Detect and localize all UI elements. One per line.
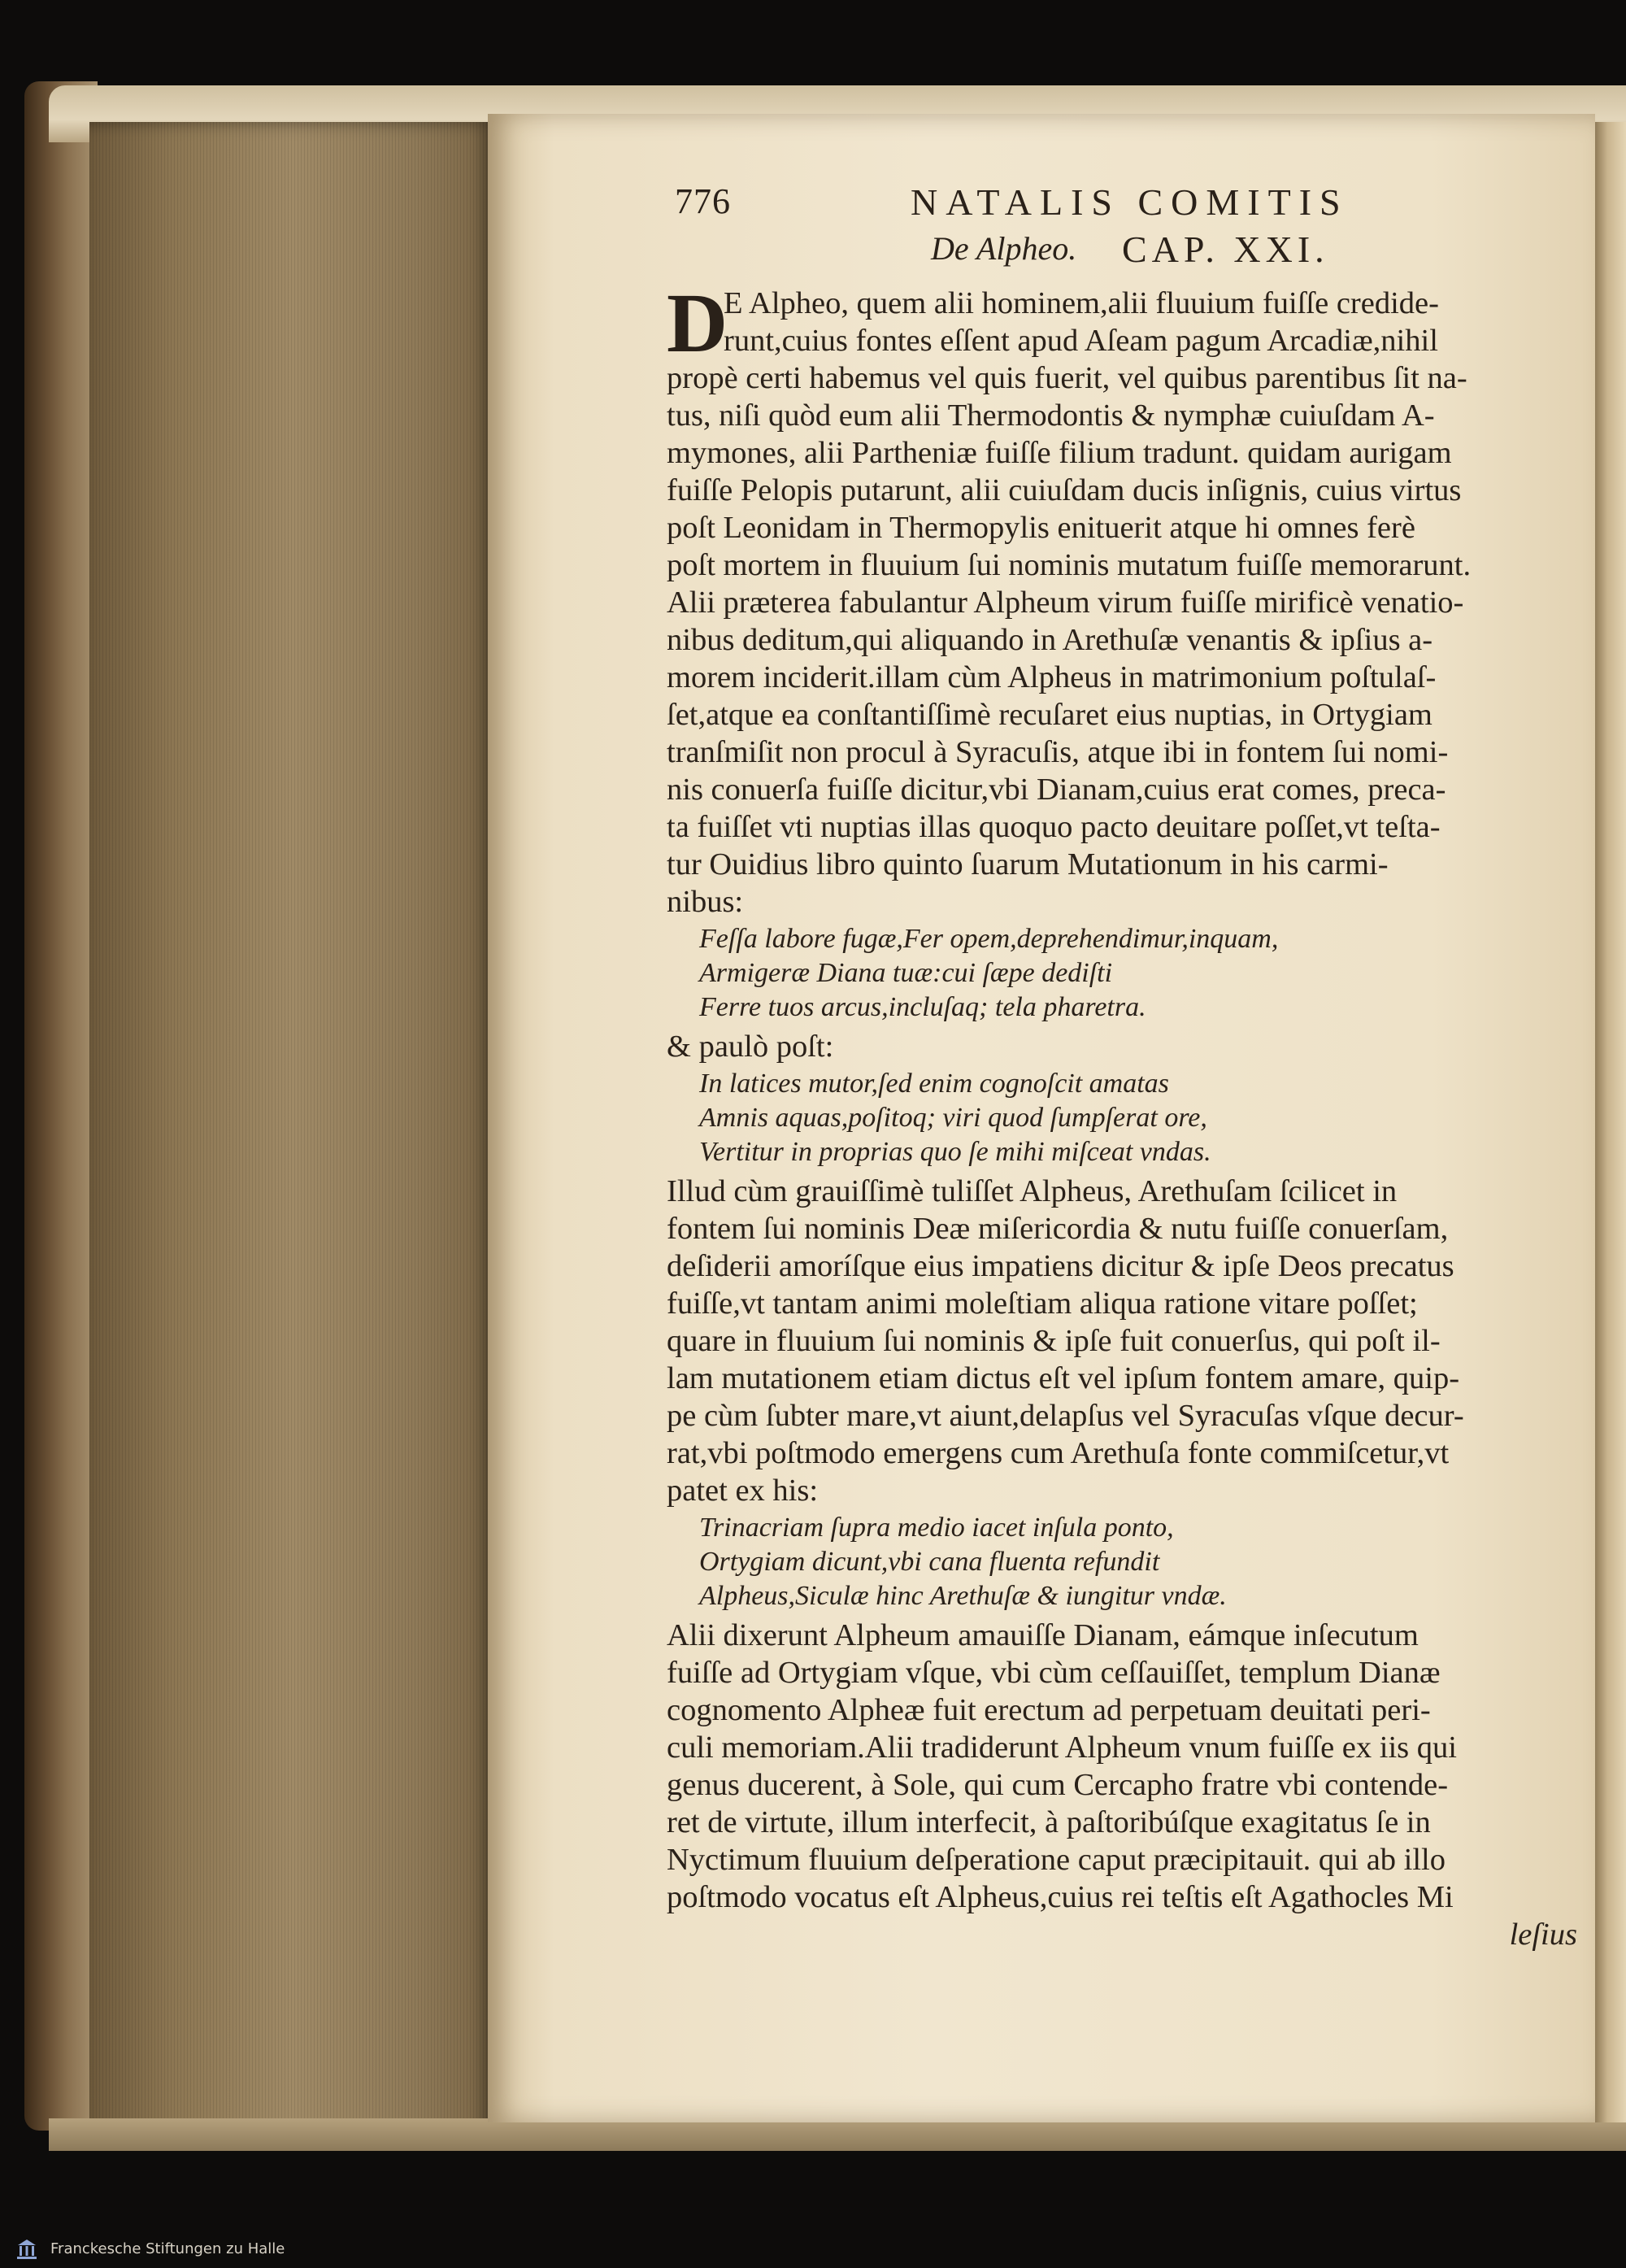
text-line: poſtmodo vocatus eſt Alpheus,cuius rei teſtis eſt Agathocles Mi (667, 1880, 1454, 1914)
text-line: E Alpheo, quem alii hominem,alii fluuium fuiſſe credide- (724, 286, 1439, 320)
text-line: Illud cùm grauiſſimè tuliſſet Alpheus, Arethuſam ſcilicet in (667, 1174, 1398, 1208)
text-line: ta fuiſſet vti nuptias illas quoquo pacto deuitare poſſet,vt teſta- (667, 810, 1441, 844)
drop-cap: D (667, 276, 728, 370)
verse-line: Ferre tuos arcus,incluſaq; tela pharetra. (699, 992, 1146, 1022)
text-line: tus, niſi quòd eum alii Thermodontis & nymphæ cuiuſdam A- (667, 398, 1435, 433)
text-line: rat,vbi poſtmodo emergens cum Arethuſa fonte commiſcetur,vt (667, 1436, 1450, 1470)
text-line: genus ducerent, à Sole, qui cum Cercapho fratre vbi contende- (667, 1768, 1449, 1802)
next-page-edge (1595, 122, 1626, 2122)
text-line: propè certi habemus vel quis fuerit, vel quibus parentibus ſit na- (667, 361, 1467, 395)
text-line: pe cùm ſubter mare,vt aiunt,delapſus vel Syracuſas vſque decur- (667, 1399, 1464, 1433)
running-head (667, 171, 1577, 228)
verse-quote-2 (667, 1067, 1577, 1169)
paragraph-1 (667, 276, 1577, 921)
verse-line: Trinacriam ſupra medio iacet inſula ponto, (699, 1513, 1174, 1543)
text-line: lam mutationem etiam dictus eſt vel ipſum fontem amare, quip- (667, 1361, 1460, 1395)
text-line: culi memoriam.Alii tradiderunt Alpheum vnum fuiſſe ex iis qui (667, 1730, 1457, 1765)
verse-line: Alpheus,Siculæ hinc Arethuſæ & iungitur vndæ. (699, 1581, 1227, 1611)
text-line: nibus: (667, 885, 744, 919)
text-line: fuiſſe ad Ortygiam vſque, vbi cùm ceſſauiſſet, templum Dianæ (667, 1656, 1441, 1690)
text-line: mymones, alii Partheniæ fuiſſe filium tradunt. quidam aurigam (667, 436, 1452, 470)
verse-line: Armigeræ Diana tuæ:cui ſæpe dediſti (699, 958, 1113, 988)
institution-logo-icon (13, 2237, 41, 2263)
verse-quote-3 (667, 1511, 1577, 1613)
paragraph-3 (667, 1617, 1577, 1916)
text-line: runt,cuius fontes eſſent apud Aſeam pagum Arcadiæ,nihil (724, 324, 1438, 358)
chapter-number: CAP. XXI. (1122, 229, 1329, 270)
text-line: Alii præterea fabulantur Alpheum virum fuiſſe mirificè venatio- (667, 586, 1464, 620)
text-line: poſt mortem in fluuium ſui nominis mutatum fuiſſe memorarunt. (667, 548, 1472, 582)
text-line: quare in fluuium ſui nominis & ipſe fuit conuerſus, qui poſt il- (667, 1324, 1441, 1358)
text-line: poſt Leonidam in Thermopylis enituerit atque hi omnes ferè (667, 511, 1415, 545)
text-line: morem inciderit.illam cùm Alpheus in matrimonium poſtulaſ- (667, 660, 1437, 694)
chapter-subject: De Alpheo. (931, 230, 1077, 267)
running-title: NATALIS COMITIS (911, 181, 1349, 223)
text-line: nibus deditum,qui aliquando in Arethuſæ venantis & ipſius a- (667, 623, 1433, 657)
text-line: patet ex his: (667, 1474, 819, 1508)
book-bottom-edge (49, 2118, 1626, 2151)
text-line: deſiderii amoríſque eius impatiens dicitur & ipſe Deos precatus (667, 1249, 1454, 1283)
text-line: ſet,atque ea conſtantiſſimè recuſaret eius nuptias, in Ortygiam (667, 698, 1433, 732)
text-line: nis conuerſa fuiſſe dicitur,vbi Dianam,cuius erat comes, preca- (667, 773, 1446, 807)
transition-text: & paulò poſt: (667, 1030, 834, 1064)
footer-bar (0, 2232, 1626, 2268)
page-number: 776 (675, 181, 731, 221)
chapter-heading (667, 228, 1577, 285)
page-text-block (667, 171, 1577, 2106)
institution-name: Franckesche Stiftungen zu Halle (50, 2240, 285, 2257)
verse-line: In latices mutor,ſed enim cognoſcit amatas (699, 1069, 1169, 1099)
text-line: tranſmiſit non procul à Syracuſis, atque ibi in fontem ſui nomi- (667, 735, 1449, 769)
text-line: fuiſſe Pelopis putarunt, alii cuiuſdam ducis inſignis, cuius virtus (667, 473, 1462, 507)
transition-line (667, 1028, 1577, 1065)
text-line: Alii dixerunt Alpheum amauiſſe Dianam, eámque inſecutum (667, 1618, 1419, 1652)
verse-line: Amnis aquas,poſitoq; viri quod ſumpſerat ore, (699, 1103, 1207, 1133)
verse-line: Ortygiam dicunt,vbi cana fluenta refundit (699, 1547, 1160, 1577)
text-line: Nyctimum fluuium deſperatione caput præcipitauit. qui ab illo (667, 1843, 1446, 1877)
text-line: cognomento Alpheæ fuit erectum ad perpetuam deuitati peri- (667, 1693, 1431, 1727)
page-stack-edge (89, 122, 496, 2139)
paragraph-2 (667, 1173, 1577, 1509)
catchword: leſius (1509, 1918, 1577, 1952)
verse-line: Feſſa labore fugæ,Fer opem,deprehendimur,inquam, (699, 924, 1279, 954)
paragraph-1-text (667, 276, 1577, 921)
book-binding (24, 81, 98, 2131)
text-line: fuiſſe,vt tantam animi moleſtiam aliqua ratione vitare poſſet; (667, 1286, 1418, 1321)
text-line: fontem ſui nominis Deæ miſericordia & nutu fuiſſe conuerſam, (667, 1212, 1449, 1246)
verse-quote-1 (667, 922, 1577, 1025)
verse-line: Vertitur in proprias quo ſe mihi miſceat vndas. (699, 1137, 1211, 1167)
text-line: tur Ouidius libro quinto ſuarum Mutationum in his carmi- (667, 847, 1389, 882)
text-line: ret de virtute, illum interfecit, à paſtoribúſque exagitatus ſe in (667, 1805, 1431, 1839)
